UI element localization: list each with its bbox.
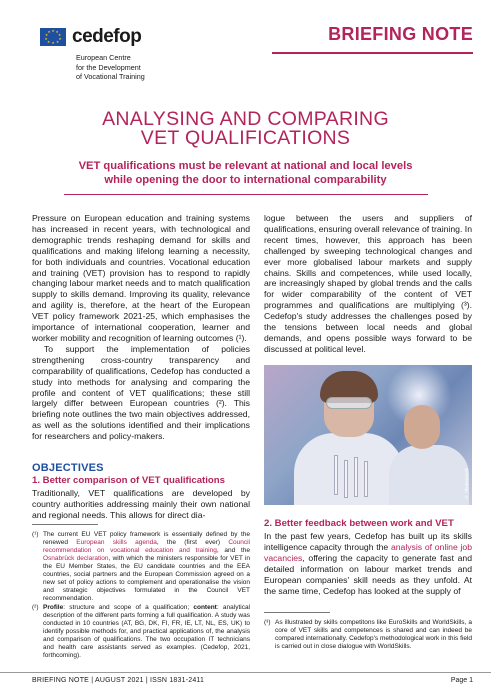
header-divider bbox=[272, 52, 473, 54]
page-title-line2: VET QUALIFICATIONS bbox=[140, 127, 351, 149]
osnabruck-declaration-link[interactable]: Osnabrück declaration bbox=[43, 555, 109, 562]
footer-divider bbox=[0, 672, 491, 673]
page-number: Page 1 bbox=[450, 677, 473, 684]
footnote-divider bbox=[264, 612, 330, 613]
lede-line1: VET qualifications must be relevant at national and local levels bbox=[78, 160, 413, 172]
lede-divider bbox=[64, 194, 428, 195]
paragraph: To support the implementation of policies strengthening cross-country transparency and comparability of qualifications, Cedefop has conducted a study into methods for analysing and comparing the profile and content of VET qualifications; these still largely differ between European countries (²). This briefing note outlines the two main objectives addressed, as well as the solutions identified and their implications for researchers and policy-makers. bbox=[32, 343, 250, 442]
cedefop-logo bbox=[40, 26, 141, 48]
footnote-1: (¹) The current EU VET policy framework is essentially defined by the renewed European skills agenda, the (first ever) Council recommendation on vocational education and training, and the Osnabrück declaration, with which the ministers responsible for VET in the EU Member States, the EU candidate countries and the EEA countries, social partners and the European Commission agreed on a new set of policy actions to complement and operationalise the vision and strategic objectives formulated in the Council VET recommendation. bbox=[32, 531, 251, 602]
footnote-divider bbox=[32, 524, 98, 525]
lede-line2: while opening the door to international comparability bbox=[104, 174, 387, 186]
left-column bbox=[32, 213, 250, 442]
right-column bbox=[264, 213, 472, 355]
laboratory-photo bbox=[264, 365, 472, 505]
objective-2-heading: 2. Better feedback between work and VET bbox=[264, 518, 454, 529]
paragraph: Pressure on European education and training systems has increased in recent years, with technological and demographic trends reshaping demand for skills and qualifications and making lifelong learning a necessity, for both individuals and countries. Vocational education and training (VET) provision has to respond to rapidly changing labour market needs and to match qualification supply to skills demand. Improving its quality, relevance and agility is, therefore, at the heart of the European VET policy framework 2021-25, which emphasises the importance of international cooperation, learner and worker mobility and recognition of learning outcomes (¹). bbox=[32, 213, 250, 343]
objective-2-text: In the past few years, Cedefop has built up its skills intelligence capacity through the analysis of online job vacancies, offering the capacity to generate fast and detailed information on labour market trends and European companies' skill needs as they unfold. At the same time, Cedefop has looked at the supply of bbox=[264, 531, 472, 596]
brand-name: cedefop bbox=[72, 26, 142, 47]
footer-citation: BRIEFING NOTE | AUGUST 2021 | ISSN 1831-2411 bbox=[32, 677, 205, 684]
objective-1-text: Traditionally, VET qualifications are developed by country authorities addressing mainly their own national and regional needs. This allows for direct dia- bbox=[32, 488, 250, 520]
objectives-heading: OBJECTIVES bbox=[32, 462, 104, 474]
job-vacancies-link[interactable]: analysis of online job vacancies bbox=[264, 542, 472, 563]
eu-flag-icon: ★ ★ ★ ★ ★ ★ ★ ★ ★ ★ bbox=[40, 28, 66, 46]
organisation-name: European Centre for the Development of Vocational Training bbox=[76, 53, 145, 82]
briefing-note-label: BRIEFING NOTE bbox=[328, 24, 473, 44]
skills-agenda-link[interactable]: European skills agenda bbox=[76, 539, 157, 546]
page-title-line1: ANALYSING AND COMPARING bbox=[102, 108, 389, 130]
paragraph: logue between the users and suppliers of qualifications, ensuring overall relevance of training. In recent times, however, this approach has been challenged by sweeping technological changes and ever more globalised labour markets and supply chains. Skills and competences, while used locally, are increasingly shaped by global trends and the calls for wider comparability of the content of VET programmes and qualifications are multiplying (³). Cedefop's study addresses the challenges posed by the tensions between local needs and global demands, and opens possible ways forward to be discussed at political level. bbox=[264, 213, 472, 354]
footnote-3: (³) As illustrated by skills competitons like EuroSkills and WorldSkills, a core of VET skills and competences is shared and can indeed be compared internationally. Cedefop's methodological work in this field is carried out in close dialogue with WorldSkills. bbox=[264, 619, 472, 650]
page-header bbox=[0, 0, 491, 92]
photo-credit: © Shutterstock bbox=[464, 467, 469, 499]
footnote-2: (²) Profile: structure and scope of a qualification; content: analytical description of the different parts forming a full qualification. A study was conducted in 10 countries (AT, BG, DK, FI, FR, IE, LT, NL, ES, UK) to identify possible methods for, and practical applications of, the analysis and comparison of qualifications. The two occupation IT technicians and health care assistants served as examples. (Cedefop, 2021, forthcoming). bbox=[32, 604, 251, 659]
objective-1-heading: 1. Better comparison of VET qualifications bbox=[32, 475, 225, 486]
council-recommendation-link[interactable]: Council recommendation on vocational education and training bbox=[43, 539, 251, 554]
